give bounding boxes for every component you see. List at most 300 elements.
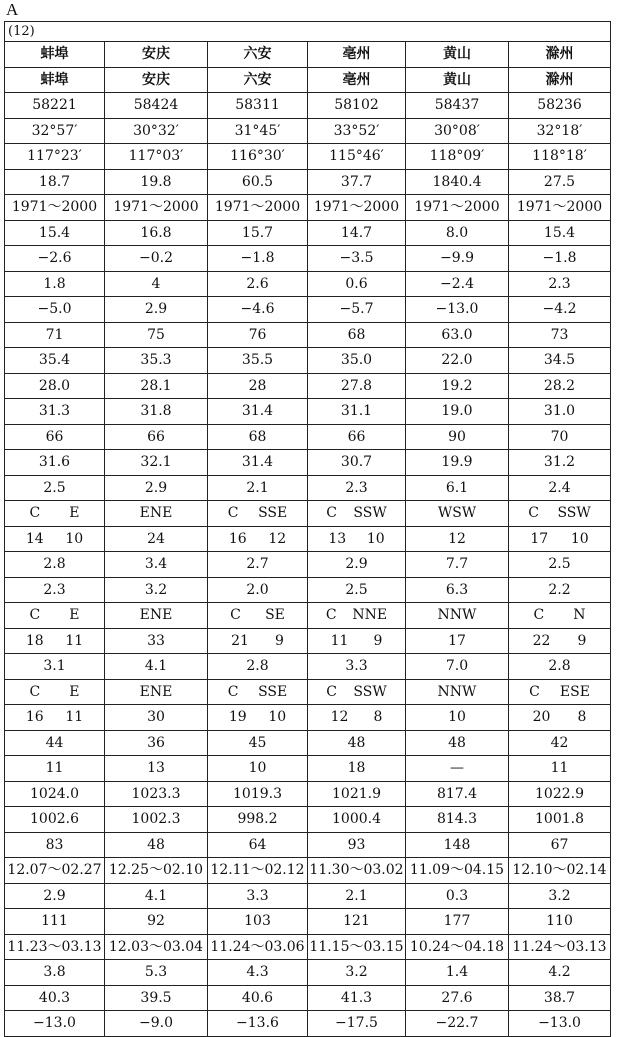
table-cell: — <box>406 756 509 782</box>
paired-value-part: 21 <box>231 632 249 649</box>
table-cell: 28 <box>208 373 308 399</box>
paired-value-part: 14 <box>25 530 44 547</box>
paired-value-part: SSW <box>557 505 591 522</box>
paired-value-part: 11 <box>65 709 84 726</box>
table-cell: 11.15～03.15 <box>308 934 406 960</box>
climate-data-table-container <box>4 21 610 1037</box>
table-cell: 11 <box>5 756 105 782</box>
table-cell: 22.0 <box>406 348 509 374</box>
table-row <box>5 399 611 425</box>
table-cell <box>208 628 308 654</box>
table-cell: 817.4 <box>406 781 509 807</box>
table-row <box>5 220 611 246</box>
station-header-cell: 六安 <box>208 42 308 68</box>
table-row <box>5 424 611 450</box>
table-cell: −13.0 <box>509 1011 611 1037</box>
table-cell: 66 <box>308 424 406 450</box>
table-cell: 121 <box>308 909 406 935</box>
paired-value-part: 9 <box>373 632 383 649</box>
table-cell: 35.5 <box>208 348 308 374</box>
paired-value-part: C <box>326 505 337 522</box>
table-cell: 10 <box>406 705 509 731</box>
table-cell: 58221 <box>5 93 105 119</box>
paired-value-part: C <box>533 607 545 624</box>
paired-value <box>5 705 104 729</box>
table-cell: 30 <box>105 705 208 731</box>
table-cell: 117°03′ <box>105 144 208 170</box>
table-row <box>5 475 611 501</box>
table-row <box>5 781 611 807</box>
table-cell: 48 <box>105 832 208 858</box>
paired-value-part: ESE <box>559 683 590 700</box>
table-cell: 30.7 <box>308 450 406 476</box>
table-cell: 177 <box>406 909 509 935</box>
climate-data-table <box>4 21 611 1037</box>
table-cell <box>308 679 406 705</box>
paired-value <box>208 705 307 729</box>
paired-value-part: 18 <box>25 632 44 649</box>
table-row <box>5 450 611 476</box>
paired-value-part: C <box>29 505 41 522</box>
table-cell: 27.6 <box>406 985 509 1011</box>
table-cell: 2.1 <box>208 475 308 501</box>
table-cell: 27.5 <box>509 169 611 195</box>
table-cell: 黄山 <box>406 67 509 93</box>
table-row <box>5 348 611 374</box>
paired-value <box>509 527 610 551</box>
table-cell: 118°18′ <box>509 144 611 170</box>
table-cell <box>509 501 611 527</box>
paired-value <box>308 705 405 729</box>
table-cell: 滁州 <box>509 67 611 93</box>
paired-value <box>5 501 104 525</box>
table-cell: 7.0 <box>406 654 509 680</box>
table-cell <box>308 526 406 552</box>
table-cell: 15.4 <box>5 220 105 246</box>
table-cell: 3.3 <box>308 654 406 680</box>
paired-value-part: 12 <box>268 530 287 547</box>
table-cell: −2.6 <box>5 246 105 272</box>
table-cell <box>208 603 308 629</box>
paired-value-part: E <box>69 607 80 624</box>
table-row <box>5 883 611 909</box>
paired-value-part: 11 <box>330 632 349 649</box>
paired-value <box>5 629 104 653</box>
table-cell: 17 <box>406 628 509 654</box>
table-cell: 44 <box>5 730 105 756</box>
table-row <box>5 501 611 527</box>
table-cell: 0.3 <box>406 883 509 909</box>
table-cell: 1021.9 <box>308 781 406 807</box>
table-cell: 2.1 <box>308 883 406 909</box>
paired-value <box>208 603 307 627</box>
table-row <box>5 577 611 603</box>
table-cell: 48 <box>308 730 406 756</box>
paired-value <box>308 603 405 627</box>
table-cell: 92 <box>105 909 208 935</box>
table-cell: 2.8 <box>5 552 105 578</box>
table-cell: 38.7 <box>509 985 611 1011</box>
table-cell: 2.3 <box>509 271 611 297</box>
table-cell: 15.7 <box>208 220 308 246</box>
table-body <box>5 67 611 1036</box>
table-cell: 31.8 <box>105 399 208 425</box>
table-row <box>5 373 611 399</box>
table-cell: −0.2 <box>105 246 208 272</box>
table-cell: 16.8 <box>105 220 208 246</box>
table-cell: 83 <box>5 832 105 858</box>
paired-value <box>208 629 307 653</box>
table-cell: 45 <box>208 730 308 756</box>
table-cell: 39.5 <box>105 985 208 1011</box>
table-cell: 110 <box>509 909 611 935</box>
table-cell: 32°18′ <box>509 118 611 144</box>
paired-value-part: E <box>69 505 80 522</box>
table-cell: 8.0 <box>406 220 509 246</box>
paired-value <box>5 680 104 704</box>
table-cell: 31°45′ <box>208 118 308 144</box>
table-cell <box>5 628 105 654</box>
paired-value-part: C <box>325 607 337 624</box>
paired-value-part: 12 <box>330 709 349 726</box>
table-cell <box>308 705 406 731</box>
table-cell: 116°30′ <box>208 144 308 170</box>
table-row <box>5 195 611 221</box>
table-cell: 19.0 <box>406 399 509 425</box>
table-row <box>5 654 611 680</box>
table-cell: 5.3 <box>105 960 208 986</box>
table-cell: 1971～2000 <box>509 195 611 221</box>
table-row <box>5 246 611 272</box>
table-cell: ENE <box>105 603 208 629</box>
paired-value-part: 22 <box>532 632 551 649</box>
paired-value <box>509 629 610 653</box>
table-cell <box>509 705 611 731</box>
station-header-cell: 安庆 <box>105 42 208 68</box>
table-row <box>5 169 611 195</box>
table-cell: 1971～2000 <box>105 195 208 221</box>
table-cell: −13.6 <box>208 1011 308 1037</box>
paired-value-part: NNE <box>352 607 388 624</box>
table-cell: 4 <box>105 271 208 297</box>
table-cell: 2.5 <box>308 577 406 603</box>
paired-value-part: 10 <box>570 530 589 547</box>
table-cell: 28.0 <box>5 373 105 399</box>
table-row <box>5 628 611 654</box>
table-cell <box>5 501 105 527</box>
table-cell: 70 <box>509 424 611 450</box>
table-cell: 11.30～03.02 <box>308 858 406 884</box>
paired-value-part: 13 <box>328 530 347 547</box>
table-cell: 27.8 <box>308 373 406 399</box>
table-cell: 1.4 <box>406 960 509 986</box>
table-cell: −13.0 <box>406 297 509 323</box>
table-cell: 2.6 <box>208 271 308 297</box>
table-cell: −5.7 <box>308 297 406 323</box>
table-cell: 18 <box>308 756 406 782</box>
table-cell: 118°09′ <box>406 144 509 170</box>
table-cell: 1002.3 <box>105 807 208 833</box>
table-cell <box>208 526 308 552</box>
paired-value-part: SE <box>265 607 285 624</box>
table-cell: 30°08′ <box>406 118 509 144</box>
paired-value-part: C <box>230 607 241 624</box>
table-cell <box>509 526 611 552</box>
table-cell: −4.6 <box>208 297 308 323</box>
table-cell: 30°32′ <box>105 118 208 144</box>
table-cell: 31.2 <box>509 450 611 476</box>
table-cell: 12.25～02.10 <box>105 858 208 884</box>
paired-value-part: 10 <box>268 709 287 726</box>
table-cell: −13.0 <box>5 1011 105 1037</box>
table-cell: −5.0 <box>5 297 105 323</box>
table-cell: 93 <box>308 832 406 858</box>
paired-value-part: E <box>69 683 80 700</box>
table-row <box>5 985 611 1011</box>
table-cell: 58424 <box>105 93 208 119</box>
station-header-cell: 蚌埠 <box>5 42 105 68</box>
table-cell: 36 <box>105 730 208 756</box>
table-cell: 148 <box>406 832 509 858</box>
table-cell: 73 <box>509 322 611 348</box>
table-cell: 24 <box>105 526 208 552</box>
table-cell: 蚌埠 <box>5 67 105 93</box>
table-cell: 58102 <box>308 93 406 119</box>
table-cell: 2.2 <box>509 577 611 603</box>
table-cell: 亳州 <box>308 67 406 93</box>
station-header-cell: 亳州 <box>308 42 406 68</box>
table-cell <box>5 526 105 552</box>
table-cell <box>509 679 611 705</box>
paired-value-part: 8 <box>577 709 587 726</box>
page-letter: A <box>6 0 19 19</box>
paired-value-part: SSE <box>258 505 288 522</box>
table-cell: 3.2 <box>308 960 406 986</box>
table-cell: 10.24～04.18 <box>406 934 509 960</box>
table-row <box>5 322 611 348</box>
paired-value-part: 9 <box>577 632 587 649</box>
table-row <box>5 144 611 170</box>
paired-value <box>509 705 610 729</box>
table-cell: 58437 <box>406 93 509 119</box>
paired-value <box>509 680 610 704</box>
table-row <box>5 93 611 119</box>
table-cell: 14.7 <box>308 220 406 246</box>
table-cell: 2.4 <box>509 475 611 501</box>
table-cell: 六安 <box>208 67 308 93</box>
table-cell: −17.5 <box>308 1011 406 1037</box>
paired-value <box>208 680 307 704</box>
table-row <box>5 603 611 629</box>
table-cell: 1002.6 <box>5 807 105 833</box>
table-cell: 1022.9 <box>509 781 611 807</box>
table-row <box>5 552 611 578</box>
table-cell: 63.0 <box>406 322 509 348</box>
paired-value-part: N <box>573 607 586 624</box>
table-cell: 28.2 <box>509 373 611 399</box>
table-cell: 11.23～03.13 <box>5 934 105 960</box>
table-cell: 2.5 <box>5 475 105 501</box>
paired-value <box>308 629 405 653</box>
table-cell: −3.5 <box>308 246 406 272</box>
paired-value-part: 8 <box>373 709 383 726</box>
paired-value-part: 16 <box>228 530 247 547</box>
table-cell: 安庆 <box>105 67 208 93</box>
paired-value <box>208 527 307 551</box>
paired-value-part: SSW <box>353 505 387 522</box>
table-cell <box>5 603 105 629</box>
table-cell <box>308 501 406 527</box>
paired-value-part: 19 <box>228 709 247 726</box>
station-header-row <box>5 42 611 68</box>
table-row <box>5 730 611 756</box>
table-cell: 998.2 <box>208 807 308 833</box>
table-cell: 67 <box>509 832 611 858</box>
table-cell: 68 <box>308 322 406 348</box>
table-row <box>5 1011 611 1037</box>
table-cell: 11.24～03.13 <box>509 934 611 960</box>
table-cell <box>308 603 406 629</box>
table-cell: 12 <box>406 526 509 552</box>
table-cell: 33°52′ <box>308 118 406 144</box>
table-cell <box>208 679 308 705</box>
paired-value-part: 17 <box>530 530 549 547</box>
table-cell <box>509 628 611 654</box>
table-cell: 3.3 <box>208 883 308 909</box>
table-cell: 41.3 <box>308 985 406 1011</box>
table-cell: 1.8 <box>5 271 105 297</box>
table-cell: 66 <box>5 424 105 450</box>
table-cell: 6.1 <box>406 475 509 501</box>
table-cell: 115°46′ <box>308 144 406 170</box>
table-caption: (12) <box>5 22 611 42</box>
table-row <box>5 934 611 960</box>
table-cell: ENE <box>105 679 208 705</box>
table-cell: 31.3 <box>5 399 105 425</box>
table-cell: 1971～2000 <box>5 195 105 221</box>
table-cell: 2.3 <box>308 475 406 501</box>
table-cell: 1023.3 <box>105 781 208 807</box>
table-row <box>5 526 611 552</box>
table-cell: −4.2 <box>509 297 611 323</box>
table-cell: 76 <box>208 322 308 348</box>
table-row <box>5 858 611 884</box>
table-cell: 7.7 <box>406 552 509 578</box>
table-row <box>5 297 611 323</box>
paired-value <box>208 501 307 525</box>
table-cell: −9.0 <box>105 1011 208 1037</box>
station-header-cell: 黄山 <box>406 42 509 68</box>
table-cell: 11.09～04.15 <box>406 858 509 884</box>
table-cell: 4.1 <box>105 654 208 680</box>
table-cell <box>208 705 308 731</box>
table-cell: 15.4 <box>509 220 611 246</box>
table-cell: 19.9 <box>406 450 509 476</box>
table-cell: 3.2 <box>509 883 611 909</box>
paired-value <box>308 527 405 551</box>
table-cell <box>509 603 611 629</box>
table-cell: 0.6 <box>308 271 406 297</box>
paired-value <box>308 501 405 525</box>
table-row <box>5 807 611 833</box>
table-cell: 12.10～02.14 <box>509 858 611 884</box>
paired-value-part: 11 <box>65 632 84 649</box>
table-cell: 35.0 <box>308 348 406 374</box>
table-cell: 1024.0 <box>5 781 105 807</box>
table-cell: −22.7 <box>406 1011 509 1037</box>
table-cell: 19.2 <box>406 373 509 399</box>
table-cell: 90 <box>406 424 509 450</box>
paired-value-part: C <box>529 683 540 700</box>
table-cell: 117°23′ <box>5 144 105 170</box>
table-cell <box>308 628 406 654</box>
table-cell: 11.24～03.06 <box>208 934 308 960</box>
table-cell: −1.8 <box>509 246 611 272</box>
table-cell: 1840.4 <box>406 169 509 195</box>
table-cell: 75 <box>105 322 208 348</box>
table-cell: 18.7 <box>5 169 105 195</box>
table-cell: 35.3 <box>105 348 208 374</box>
table-row <box>5 118 611 144</box>
table-cell: 31.0 <box>509 399 611 425</box>
paired-value-part: SSE <box>258 683 288 700</box>
table-cell: −9.9 <box>406 246 509 272</box>
table-row <box>5 960 611 986</box>
table-cell: 35.4 <box>5 348 105 374</box>
paired-value-part: 9 <box>275 632 284 649</box>
table-cell: 1019.3 <box>208 781 308 807</box>
table-cell: 71 <box>5 322 105 348</box>
paired-value-part: C <box>227 683 239 700</box>
table-cell: 3.8 <box>5 960 105 986</box>
paired-value-part: SSW <box>353 683 387 700</box>
table-cell: 4.3 <box>208 960 308 986</box>
table-row <box>5 909 611 935</box>
table-cell: NNW <box>406 679 509 705</box>
table-cell: 37.7 <box>308 169 406 195</box>
table-cell: 12.07～02.27 <box>5 858 105 884</box>
paired-value-part: 16 <box>25 709 44 726</box>
station-header-cell: 滁州 <box>509 42 611 68</box>
table-cell: 1000.4 <box>308 807 406 833</box>
table-cell: WSW <box>406 501 509 527</box>
table-cell: 103 <box>208 909 308 935</box>
table-cell: 2.5 <box>509 552 611 578</box>
table-row <box>5 679 611 705</box>
paired-value-part: C <box>326 683 337 700</box>
table-cell: NNW <box>406 603 509 629</box>
table-cell: 6.3 <box>406 577 509 603</box>
table-row <box>5 756 611 782</box>
table-cell: 31.6 <box>5 450 105 476</box>
table-cell: 42 <box>509 730 611 756</box>
table-cell: 31.4 <box>208 399 308 425</box>
paired-value-part: C <box>29 683 41 700</box>
table-cell: 111 <box>5 909 105 935</box>
table-cell: 3.1 <box>5 654 105 680</box>
table-cell: 4.2 <box>509 960 611 986</box>
table-cell: 28.1 <box>105 373 208 399</box>
table-cell: 34.5 <box>509 348 611 374</box>
table-cell: 64 <box>208 832 308 858</box>
table-cell: 2.0 <box>208 577 308 603</box>
paired-value <box>509 501 610 525</box>
table-cell: 2.9 <box>105 297 208 323</box>
table-cell: 68 <box>208 424 308 450</box>
table-cell: 60.5 <box>208 169 308 195</box>
table-cell: 58236 <box>509 93 611 119</box>
paired-value-part: 10 <box>65 530 84 547</box>
